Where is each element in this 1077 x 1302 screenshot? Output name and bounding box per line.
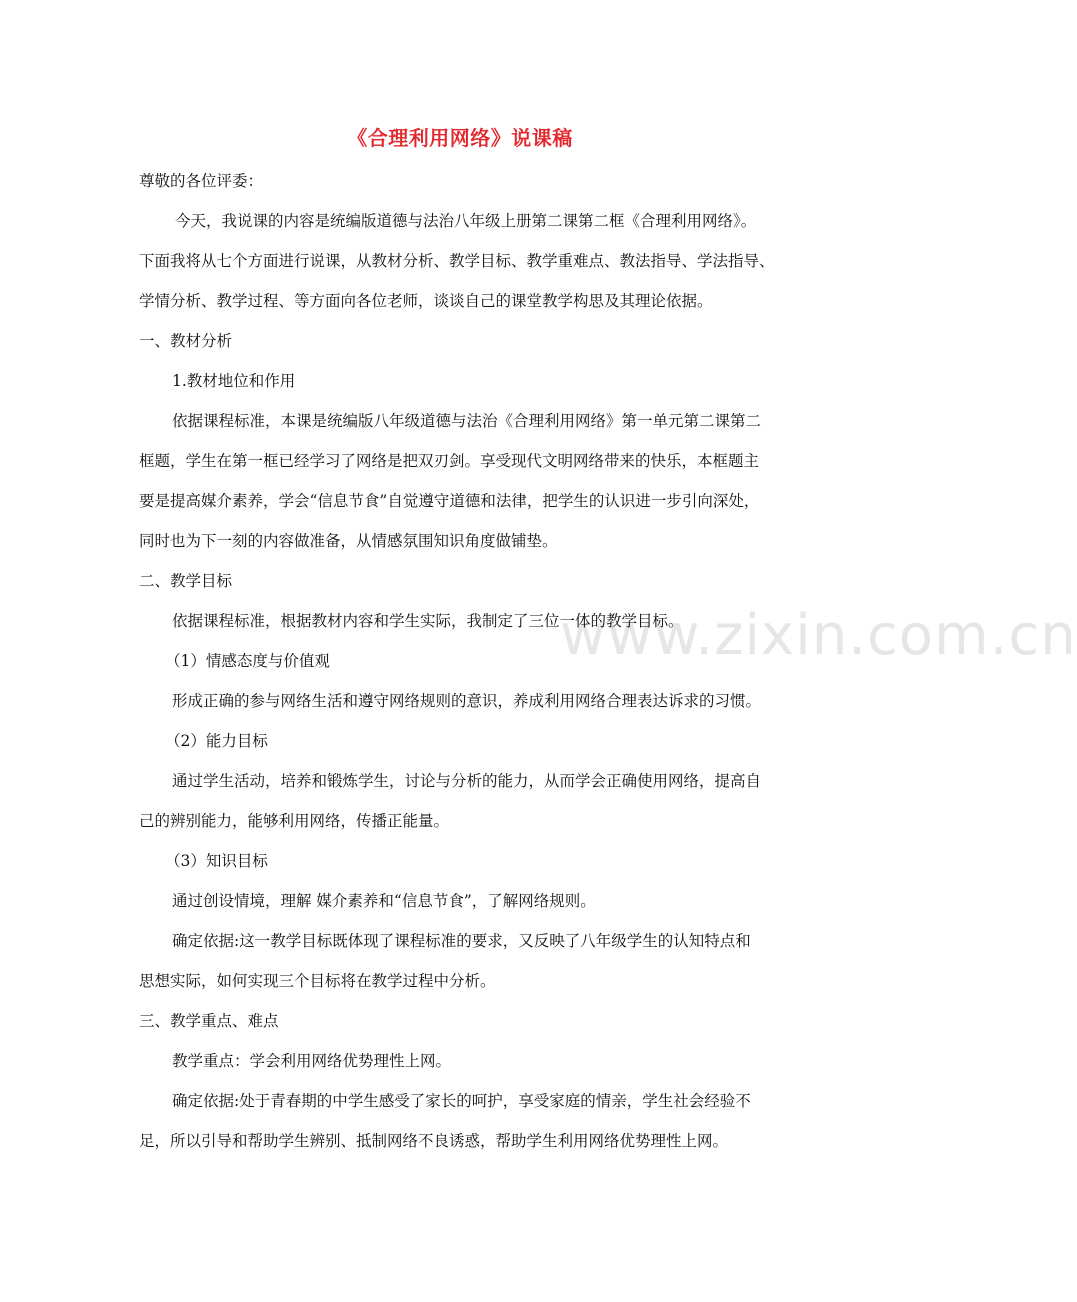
paragraph-line: 依据课程标准，本课是统编版八年级道德与法治《合理利用网络》第一单元第二课第二 xyxy=(172,412,762,430)
paragraph-line: 教学重点：学会利用网络优势理性上网。 xyxy=(172,1052,452,1070)
subsection-heading: （3）知识目标 xyxy=(165,852,268,870)
salutation: 尊敬的各位评委： xyxy=(139,172,264,190)
subsection-heading: （2）能力目标 xyxy=(165,732,268,750)
section-heading: 二、教学目标 xyxy=(139,572,233,590)
paragraph-line: 思想实际，如何实现三个目标将在教学过程中分析。 xyxy=(139,972,496,990)
paragraph-line: 学情分析、教学过程、等方面向各位老师，谈谈自己的课堂教学构思及其理论依据。 xyxy=(139,292,713,310)
paragraph-line: 框题，学生在第一框已经学习了网络是把双刃剑。享受现代文明网络带来的快乐，本框题主 xyxy=(139,452,760,470)
paragraph-line: 同时也为下一刻的内容做准备，从情感氛围知识角度做铺垫。 xyxy=(139,532,558,550)
paragraph-line: 通过创设情境，理解 媒介素养和“信息节食”，了解网络规则。 xyxy=(172,892,596,910)
section-heading: 三、教学重点、难点 xyxy=(139,1012,279,1030)
section-heading: 一、教材分析 xyxy=(139,332,233,350)
watermark: www.zixin.com.cn xyxy=(560,603,1077,668)
subsection-heading: （1）情感态度与价值观 xyxy=(165,652,330,670)
subsection-heading: 1.教材地位和作用 xyxy=(172,372,296,390)
document-title: 《合理利用网络》说课稿 xyxy=(347,126,573,150)
paragraph-line: 今天，我说课的内容是统编版道德与法治八年级上册第二课第二框《合理利用网络》。 xyxy=(175,212,757,230)
paragraph-line: 确定依据:处于青春期的中学生感受了家长的呵护，享受家庭的情亲，学生社会经验不 xyxy=(172,1092,751,1110)
paragraph-line: 依据课程标准，根据教材内容和学生实际，我制定了三位一体的教学目标。 xyxy=(172,612,684,630)
paragraph-line: 形成正确的参与网络生活和遵守网络规则的意识，养成利用网络合理表达诉求的习惯。 xyxy=(172,692,762,710)
paragraph-line: 要是提高媒介素养，学会“信息节食”自觉遵守道德和法律，把学生的认识进一步引向深处， xyxy=(139,492,760,510)
paragraph-line: 下面我将从七个方面进行说课，从教材分析、教学目标、教学重难点、教法指导、学法指导、 xyxy=(139,252,775,270)
paragraph-line: 己的辨别能力，能够利用网络，传播正能量。 xyxy=(139,812,450,830)
paragraph-line: 通过学生活动，培养和锻炼学生，讨论与分析的能力，从而学会正确使用网络，提高自 xyxy=(172,772,762,790)
paragraph-line: 足，所以引导和帮助学生辨别、抵制网络不良诱惑，帮助学生利用网络优势理性上网。 xyxy=(139,1132,729,1150)
paragraph-line: 确定依据:这一教学目标既体现了课程标准的要求，又反映了八年级学生的认知特点和 xyxy=(172,932,751,950)
